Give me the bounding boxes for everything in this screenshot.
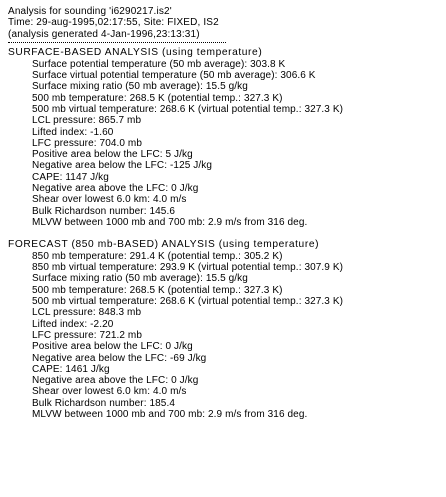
section-gap [8, 228, 440, 239]
list-item: Bulk Richardson number: 145.6 [32, 205, 175, 217]
list-item: LFC pressure: 721.2 mb [32, 329, 143, 341]
list-item: Bulk Richardson number: 185.4 [32, 397, 175, 409]
list-item: Shear over lowest 6.0 km: 4.0 m/s [32, 194, 187, 206]
header-divider [8, 42, 226, 43]
list-item: 850 mb virtual temperature: 293.9 K (virtual potential temp.: 307.9 K) [32, 262, 344, 274]
list-item: Positive area below the LFC: 5 J/kg [32, 149, 193, 161]
list-item: 500 mb temperature: 268.5 K (potential temp.: 327.3 K) [32, 284, 283, 296]
list-item: Negative area above the LFC: 0 J/kg [32, 375, 199, 387]
list-item: LFC pressure: 704.0 mb [32, 137, 143, 149]
analysis-report [8, 6, 440, 420]
list-item: MLVW between 1000 mb and 700 mb: 2.9 m/s from 316 deg. [32, 216, 308, 228]
forecast-section [8, 239, 440, 420]
list-item: 500 mb virtual temperature: 268.6 K (virtual potential temp.: 327.3 K) [32, 296, 344, 308]
report-title: Analysis for sounding 'i6290217.is2' [8, 6, 172, 17]
list-item: MLVW between 1000 mb and 700 mb: 2.9 m/s from 316 deg. [32, 409, 308, 421]
report-generated: (analysis generated 4-Jan-1996,23:13:31) [8, 28, 200, 40]
list-item: 500 mb virtual temperature: 268.6 K (virtual potential temp.: 327.3 K) [32, 104, 344, 115]
list-item: CAPE: 1147 J/kg [32, 171, 109, 183]
list-item: LCL pressure: 848.3 mb [32, 307, 142, 319]
list-item: Surface virtual potential temperature (50 mb average): 306.6 K [32, 70, 316, 82]
list-item: Surface mixing ratio (50 mb average): 15.5 g/kg [32, 273, 248, 285]
list-item: Positive area below the LFC: 0 J/kg [32, 341, 193, 353]
list-item: 850 mb temperature: 291.4 K (potential temp.: 305.2 K) [32, 250, 283, 262]
section-title: SURFACE-BASED ANALYSIS (using temperature) [8, 47, 263, 59]
list-item: LCL pressure: 865.7 mb [32, 115, 142, 127]
section-title: FORECAST (850 mb-BASED) ANALYSIS (using temperature) [8, 239, 320, 251]
surface-based-section [8, 47, 440, 228]
list-item: CAPE: 1461 J/kg [32, 363, 110, 375]
report-time-site: Time: 29-aug-1995,02:17:55, Site: FIXED, IS2 [8, 17, 219, 29]
list-item: Negative area above the LFC: 0 J/kg [32, 183, 199, 195]
list-item: Shear over lowest 6.0 km: 4.0 m/s [32, 386, 187, 398]
list-item: 500 mb temperature: 268.5 K (potential temp.: 327.3 K) [32, 92, 283, 104]
list-item: Negative area below the LFC: -69 J/kg [32, 352, 207, 364]
list-item: Lifted index: -1.60 [32, 126, 114, 138]
list-item: Lifted index: -2.20 [32, 318, 114, 330]
list-item: Negative area below the LFC: -125 J/kg [32, 160, 213, 172]
list-item: Surface potential temperature (50 mb average): 303.8 K [32, 58, 286, 70]
list-item: Surface mixing ratio (50 mb average): 15.5 g/kg [32, 81, 248, 93]
